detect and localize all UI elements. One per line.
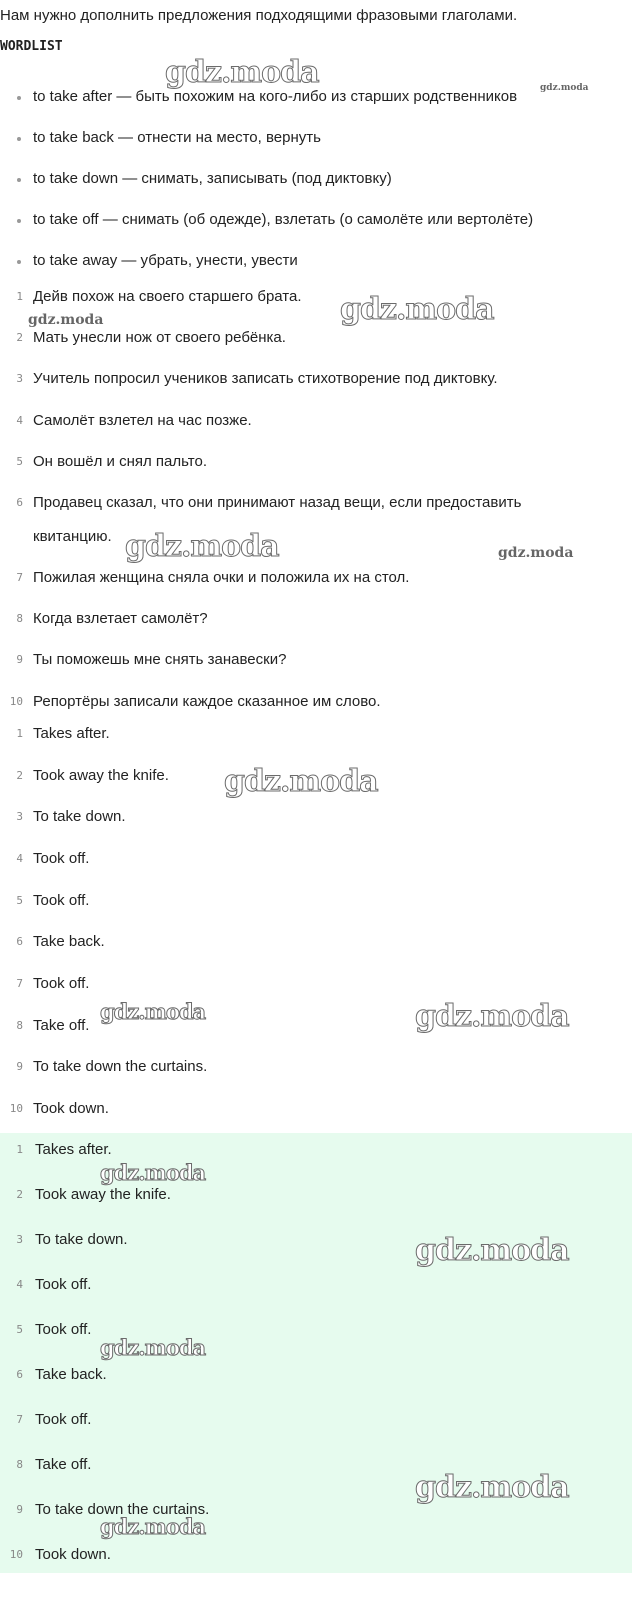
list-item: 3 Учитель попросил учеников записать стихотворение под диктовку. [16,370,498,387]
list-item: 5 Он вошёл и снял пальто. [16,453,208,470]
list-item: 9 To take down the curtains. [16,1501,210,1518]
list-item: 7 Took off. [16,1411,92,1428]
list-item: 5 Took off. [16,892,90,909]
list-item: 4 Самолёт взлетел на час позже. [16,412,252,429]
watermark: gdz.moda [100,999,206,1024]
list-item: 6 Take back. [16,1366,107,1383]
list-item: 1 Дейв похож на своего старшего брата. [16,288,302,305]
list-item: квитанцию. [33,528,112,545]
watermark: gdz.moda [100,1514,206,1539]
list-item: 1 Takes after. [16,725,110,742]
list-item: 10 Took down. [9,1546,111,1563]
list-item: 2 Took away the knife. [16,1186,171,1203]
list-item: 9 To take down the curtains. [16,1058,208,1075]
list-item: 8 Когда взлетает самолёт? [16,610,208,627]
watermark: gdz.moda [224,764,378,799]
list-item: 10 Репортёры записали каждое сказанное им слово. [9,693,381,710]
bullet-icon [17,178,21,182]
list-item: 3 To take down. [16,808,126,825]
watermark: gdz.moda [540,83,589,93]
list-item: 8 Take off. [16,1456,92,1473]
bullet-icon [17,219,21,223]
watermark: gdz.moda [340,292,494,327]
watermark: gdz.moda [125,529,279,564]
watermark: gdz.moda [100,1160,206,1185]
watermark: gdz.moda [498,545,574,561]
wordlist-item: to take away — убрать, унести, увести [0,251,632,271]
list-item: 7 Took off. [16,975,90,992]
intro-text: Нам нужно дополнить предложения подходящими фразовыми глаголами. [0,7,518,24]
bullet-icon [17,96,21,100]
watermark: gdz.moda [415,1470,569,1505]
bullet-icon [17,260,21,264]
wordlist-item: to take off — снимать (об одежде), взлетать (о самолёте или вертолёте) [0,210,632,230]
watermark: gdz.moda [100,1335,206,1360]
wordlist-item: to take down — снимать, записывать (под диктовку) [0,169,632,189]
watermark: gdz.moda [415,1233,569,1268]
list-item: 2 Took away the knife. [16,767,169,784]
list-item: 4 Took off. [16,1276,92,1293]
list-item: 9 Ты поможешь мне снять занавески? [16,651,287,668]
list-item: 2 Мать унесли нож от своего ребёнка. [16,329,286,346]
watermark: gdz.moda [165,55,319,90]
list-item: 5 Took off. [16,1321,92,1338]
wordlist-item: to take back — отнести на место, вернуть [0,128,632,148]
list-item: 6 Продавец сказал, что они принимают назад вещи, если предоставить [16,494,522,511]
wordlist-heading: WORDLIST [0,39,63,54]
list-item: 6 Take back. [16,933,105,950]
wordlist-item: to take after — быть похожим на кого-либо из старших родственников [0,87,632,107]
list-item: 4 Took off. [16,850,90,867]
bullet-icon [17,137,21,141]
list-item: 3 To take down. [16,1231,128,1248]
highlighted-answers [0,1133,632,1573]
list-item: 10 Took down. [9,1100,109,1117]
list-item: 8 Take off. [16,1017,90,1034]
watermark: gdz.moda [28,312,104,328]
watermark: gdz.moda [415,999,569,1034]
list-item: 1 Takes after. [16,1141,112,1158]
list-item: 7 Пожилая женщина сняла очки и положила их на стол. [16,569,410,586]
